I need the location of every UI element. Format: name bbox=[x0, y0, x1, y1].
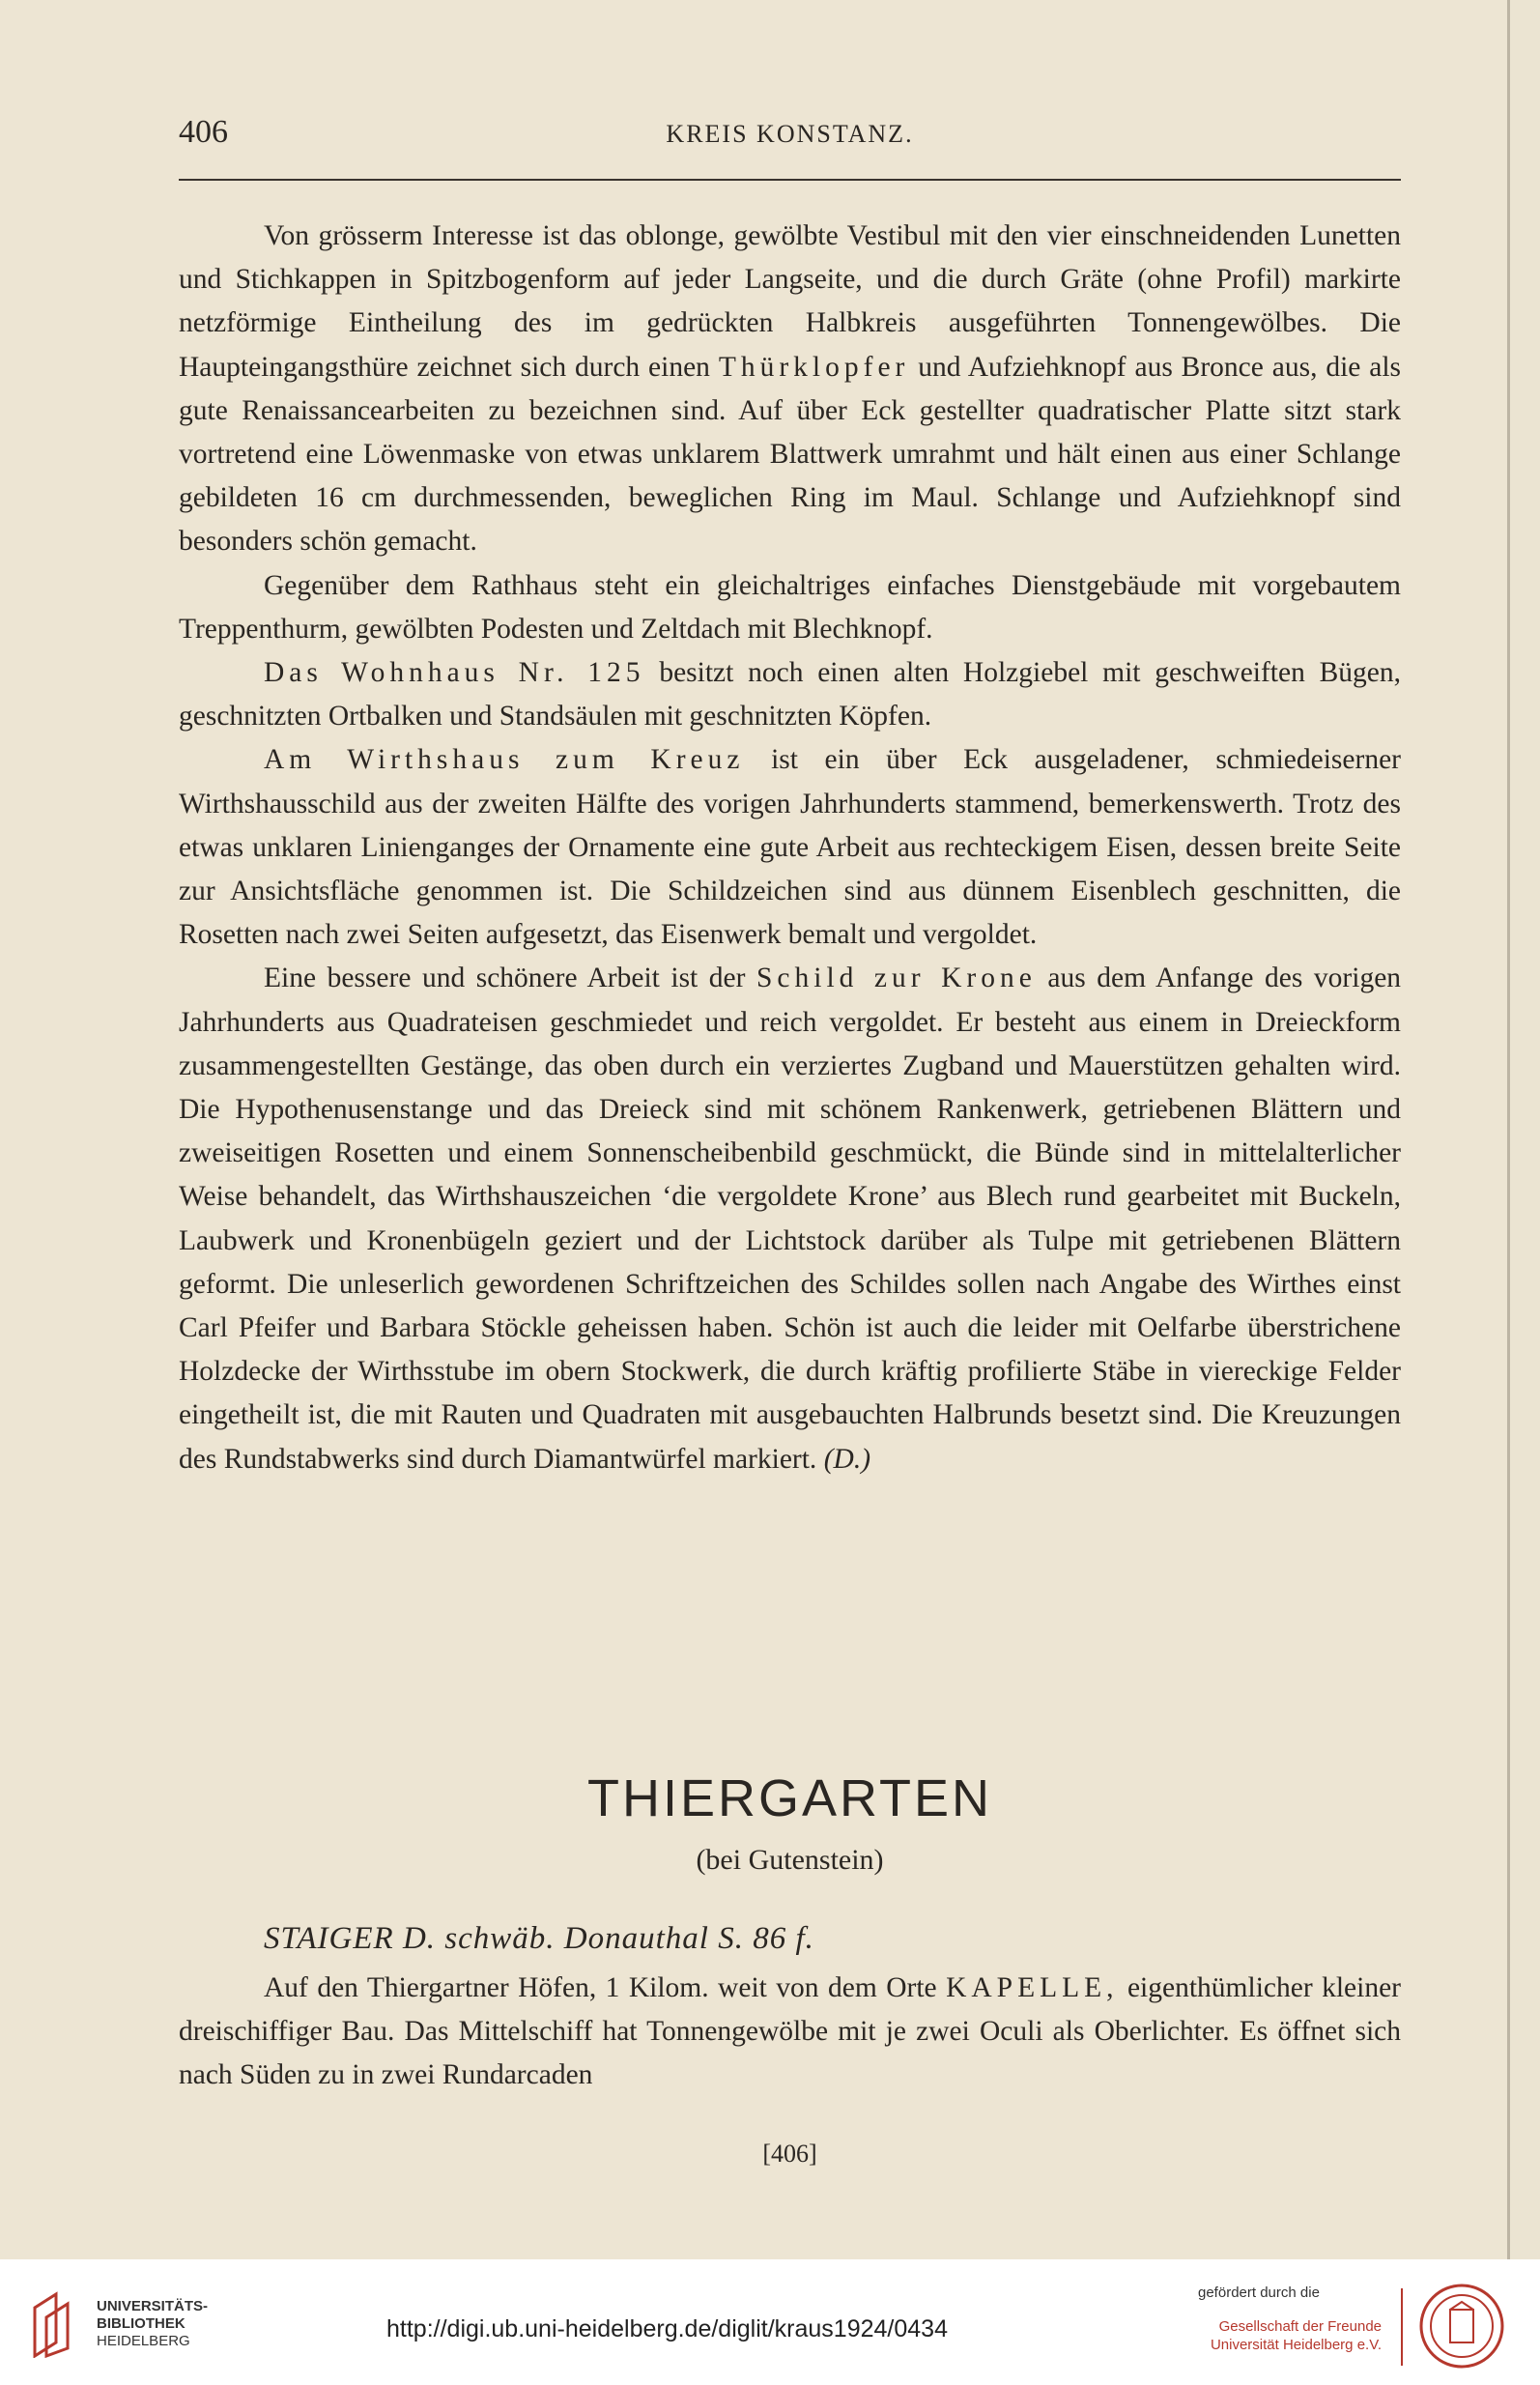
library-logo-icon bbox=[27, 2288, 89, 2358]
running-head: KREIS KONSTANZ. bbox=[666, 120, 914, 148]
sponsor-divider bbox=[1401, 2288, 1403, 2366]
spaced-term: Schild zur Krone bbox=[756, 963, 1037, 994]
spaced-term: Thürklopfer bbox=[718, 351, 910, 383]
paragraph-text: und Aufziehknopf aus Bronce aus, die als gute Renaissancearbeiten zu bezeichnen sind. Auf über Eck gestellter quadratischer Platte sitzt stark vortretend eine Löwenmaske von etwas unklarem Blattwerk umrahmt und hält einen aus einer Schlange gebildeten 16 cm durchmessenden, beweglichen Ring im Maul. Schlange und Aufziehknopf sind besonders schön gemacht. bbox=[179, 351, 1402, 558]
permalink-url[interactable]: http://digi.ub.uni-heidelberg.de/diglit/kraus1924/0434 bbox=[386, 2315, 948, 2342]
paragraph bbox=[179, 651, 1401, 738]
library-name-line: UNIVERSITÄTS- bbox=[97, 2298, 209, 2314]
digitization-bar bbox=[0, 2259, 1540, 2385]
paragraph bbox=[179, 215, 1401, 564]
paragraph bbox=[179, 957, 1401, 1480]
paragraph bbox=[179, 1967, 1401, 2098]
paragraph-text: Gegenüber dem Rathhaus steht ein gleichaltriges einfaches Dienstgebäude mit vorgebautem Treppenthurm, gewölbten Podesten und Zeltdach mit Blechknopf. bbox=[179, 569, 1401, 645]
paragraph-text: eigenthümlicher kleiner dreischiffiger Bau. Das Mittelschiff hat Tonnengewölbe mit je zwei Oculi als Oberlichter. Es öffnet sich nach Süden zu in zwei Rundarcaden bbox=[179, 1972, 1401, 2091]
library-name-line: HEIDELBERG bbox=[97, 2333, 190, 2349]
spaced-term: Das Wohnhaus Nr. 125 bbox=[264, 657, 645, 689]
spaced-term: Am Wirthshaus zum Kreuz bbox=[264, 744, 745, 776]
sponsor-line: Universität Heidelberg e.V. bbox=[1210, 2337, 1382, 2353]
literature-reference: STAIGER D. schwäb. Donauthal S. 86 f. bbox=[264, 1921, 814, 1956]
section-subtitle: (bei Gutenstein) bbox=[696, 1844, 884, 1876]
spaced-term: KAPELLE, bbox=[946, 1972, 1119, 2003]
library-name-line: BIBLIOTHEK bbox=[97, 2315, 185, 2332]
paragraph-text: Von grösserm Interesse ist das oblonge, gewölbte Vestibul mit den vier einschneidenden Lunetten und Stichkappen in Spitzbogenform auf jeder Langseite, und die durch Gräte (ohne Profil) markirte netzförmige Eintheilung des im gedrückten Halbkreis ausgeführten Tonnengewölbes. Die Haupteingangsthüre zeichnet sich durch einen bbox=[179, 220, 1401, 383]
university-seal-icon bbox=[1418, 2283, 1505, 2370]
page-number: 406 bbox=[179, 114, 228, 150]
sponsor-name bbox=[1198, 2317, 1382, 2354]
paragraph bbox=[179, 564, 1401, 651]
page-header bbox=[179, 114, 1401, 153]
library-name bbox=[97, 2298, 208, 2350]
paragraph-text: aus dem Anfange des vorigen Jahrhunderts aus Quadrateisen geschmiedet und reich vergoldet. Er besteht aus einem in Dreieckform zusammengestellten Gestänge, das oben durch ein verziertes Zugband und Mauerstützen gehalten wird. Die Hypothenusenstange und das Dreieck sind mit schönem Rankenwerk, getriebenen Blättern und zweiseitigen Rosetten und einem Sonnenscheibenbild geschmückt, die Bünde sind in mittelalterlicher Weise behandelt, das Wirthshauszeichen ‘die vergoldete Krone’ aus Blech rund gearbeitet mit Buckeln, Laubwerk und Kronenbügeln geziert und der Lichtstock darüber als Tulpe mit getriebenen Blättern geformt. Die unleserlich gewordenen Schriftzeichen des Schildes sollen nach Angabe des Wirthes einst Carl Pfeifer und Barbara Stöckle geheissen haben. Schön ist auch die leider mit Oelfarbe überstrichene Holzdecke der Wirthsstube im obern Stockwerk, die durch kräftig profilierte Stäbe in viereckige Felder eingetheilt ist, die mit Rauten und Quadraten mit ausgebauchten Halbrunds besetzt sind. Die Kreuzungen des Rundstabwerks sind durch Diamantwürfel markiert. bbox=[179, 963, 1402, 1475]
header-rule bbox=[179, 179, 1401, 181]
author-signature: (D.) bbox=[823, 1443, 871, 1475]
sponsor-note: gefördert durch die bbox=[1198, 2284, 1320, 2301]
paragraph-text: besitzt noch einen alten Holzgiebel mit geschweiften Bügen, geschnitzten Ortbalken und Standsäulen mit geschnitzten Köpfen. bbox=[179, 657, 1401, 733]
body-text bbox=[179, 215, 1401, 1481]
paragraph-text: Auf den Thiergartner Höfen, 1 Kilom. weit von dem Orte bbox=[264, 1972, 937, 2003]
section-body bbox=[179, 1967, 1401, 2098]
paragraph-text: ist ein über Eck ausgeladener, schmiedeiserner Wirthshausschild aus der zweiten Hälfte des vorigen Jahrhunderts stammend, bemerkenswerth. Trotz des etwas unklaren Linienganges der Ornamente eine gute Arbeit aus rechteckigem Eisen, dessen breite Seite zur Ansichtsfläche genommen ist. Die Schildzeichen sind aus dünnem Eisenblech geschnitten, die Rosetten nach zwei Seiten aufgesetzt, das Eisenwerk bemalt und vergoldet. bbox=[179, 744, 1401, 951]
sponsor-line: Gesellschaft der Freunde bbox=[1218, 2318, 1382, 2335]
footer-page-label: [406] bbox=[762, 2140, 817, 2168]
section-title: THIERGARTEN bbox=[586, 1769, 993, 1827]
paragraph-text: Eine bessere und schönere Arbeit ist der bbox=[264, 963, 746, 994]
paragraph bbox=[179, 738, 1401, 957]
